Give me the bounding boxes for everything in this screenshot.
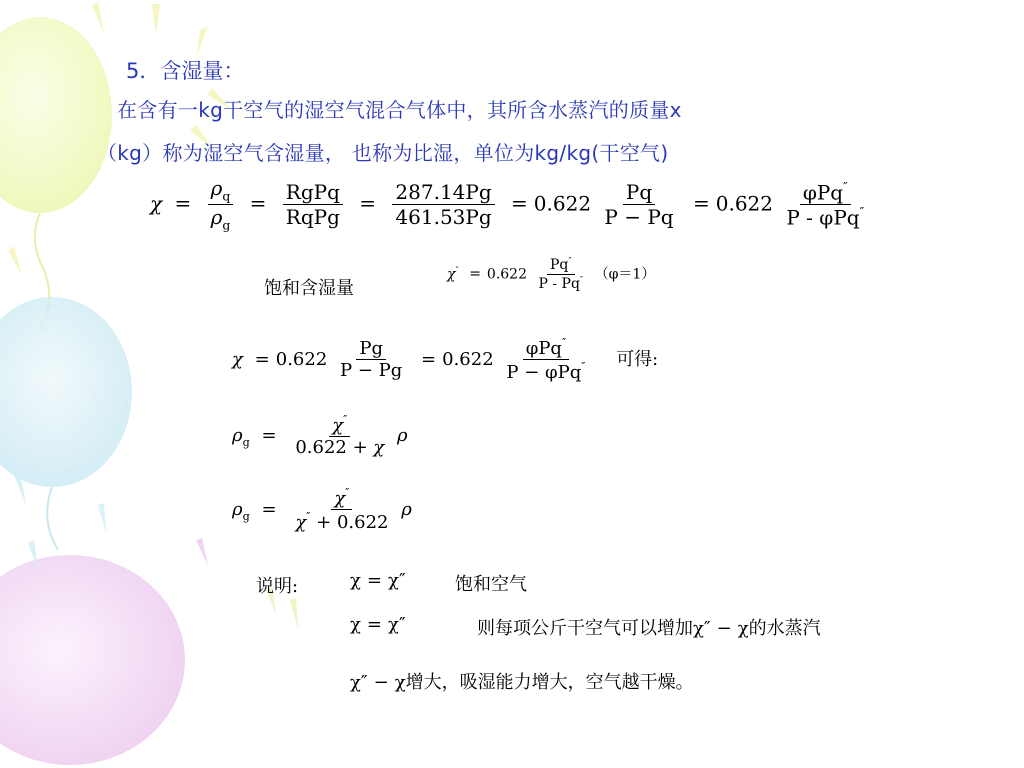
formula-pg: χ = 0.622 $\frac{Pg}{P - Pg}$ = 0.622 $\frac{\varphi Pq''}{P - \varphi Pq''}$ 可得: [232, 336, 659, 384]
note-2-formula: χ = χ″ [350, 614, 406, 635]
can-get-label: 可得: [616, 348, 659, 370]
note-3: χ″ − χ增大，吸湿能力增大，空气越干燥。 [350, 672, 694, 693]
note-1-text: 饱和空气 [455, 574, 527, 595]
section-title: 5．含湿量： [126, 59, 245, 83]
note-2-text: 则每项公斤干空气可以增加χ″ − χ的水蒸汽 [477, 618, 821, 639]
saturation-label: 饱和含湿量 [264, 278, 354, 299]
note-1-formula: χ = χ″ [350, 570, 406, 591]
definition-line-2: （kg）称为湿空气含湿量， 也称为比湿，单位为kg/kg(干空气) [97, 141, 669, 165]
formula-main: χ = $\frac{\rho_q}{\rho_g}$ = $\frac{\text{RgPq}}{\text{RqPg}}$ = $\frac{287.14Pg}{461.53Pg}$ = 0.622 $\frac{Pq}{P - Pq}$ = 0.622 $\frac{\varphi Pq''}{P - \varphi Pq''}$ [150, 176, 865, 234]
formula-rho-g-1: $\rho_g$ = $\frac{\chi''}{0.622 + \chi}$ ρ [232, 413, 408, 459]
formula-saturation: χ″ = 0.622 $\frac{Pq''}{P - Pq''}$ （φ＝1） [447, 256, 656, 292]
definition-line-1: 在含有一kg干空气的湿空气混合气体中，其所含水蒸汽的质量x [117, 98, 682, 122]
formula-rho-g-2: $\rho_g$ = $\frac{\chi''}{\chi'' + 0.622}$ ρ [232, 486, 412, 534]
notes-label: 说明: [256, 576, 299, 597]
